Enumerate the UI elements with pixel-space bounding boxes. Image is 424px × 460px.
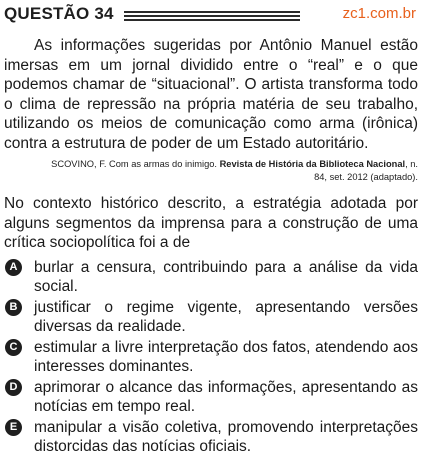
alternative-text: manipular a visão coletiva, promovendo interpretações distorcidas das notícias oficiais. [34,419,418,455]
alternatives-list [4,258,418,458]
alternative-e[interactable] [4,418,418,456]
header-rule [124,19,300,21]
site-watermark: zc1.com.br [342,5,416,22]
option-letter-badge: D [5,379,22,396]
option-letter-badge: C [5,339,22,356]
source-journal: Revista de História da Biblioteca Nacional [219,159,406,169]
question-header [4,4,420,26]
question-title: QUESTÃO 34 [4,4,114,23]
alternative-d[interactable] [4,378,418,416]
alternative-text: burlar a censura, contribuindo para a análise da vida social. [34,259,418,295]
question-prompt: No contexto histórico descrito, a estratégia adotada por alguns segmentos da imprensa para a construção de uma crítica sociopolítica foi a de [4,195,418,251]
alternative-c[interactable] [4,338,418,376]
alternative-b[interactable] [4,298,418,336]
source-suffix: , n. 84, set. 2012 (adaptado). [314,159,418,182]
source-prefix: SCOVINO, F. Com as armas do inimigo. [51,159,220,169]
alternative-text: aprimorar o alcance das informações, apresentando as notícias em tempo real. [34,379,418,415]
option-letter-badge: B [5,299,22,316]
passage-text: As informações sugeridas por Antônio Manuel estão imersas em um jornal dividido entre o “real” e o que podemos chamar de “situacional”. O artista transforma todo o clima de repressão na própria matéria de seu trabalho, utilizando os meios de comunicação como arma (irônica) contra a estrutura de poder de um Estado autoritário. [4,37,418,152]
option-letter-badge: A [5,259,22,276]
alternative-text: justificar o regime vigente, apresentando versões diversas da realidade. [34,299,418,335]
option-letter-badge: E [5,419,22,436]
alternative-text: estimular a livre interpretação dos fatos, atendendo aos interesses dominantes. [34,339,418,375]
alternative-a[interactable] [4,258,418,296]
passage [4,36,418,153]
header-rule [124,11,300,13]
source-citation [38,158,418,184]
header-rule [124,15,300,17]
